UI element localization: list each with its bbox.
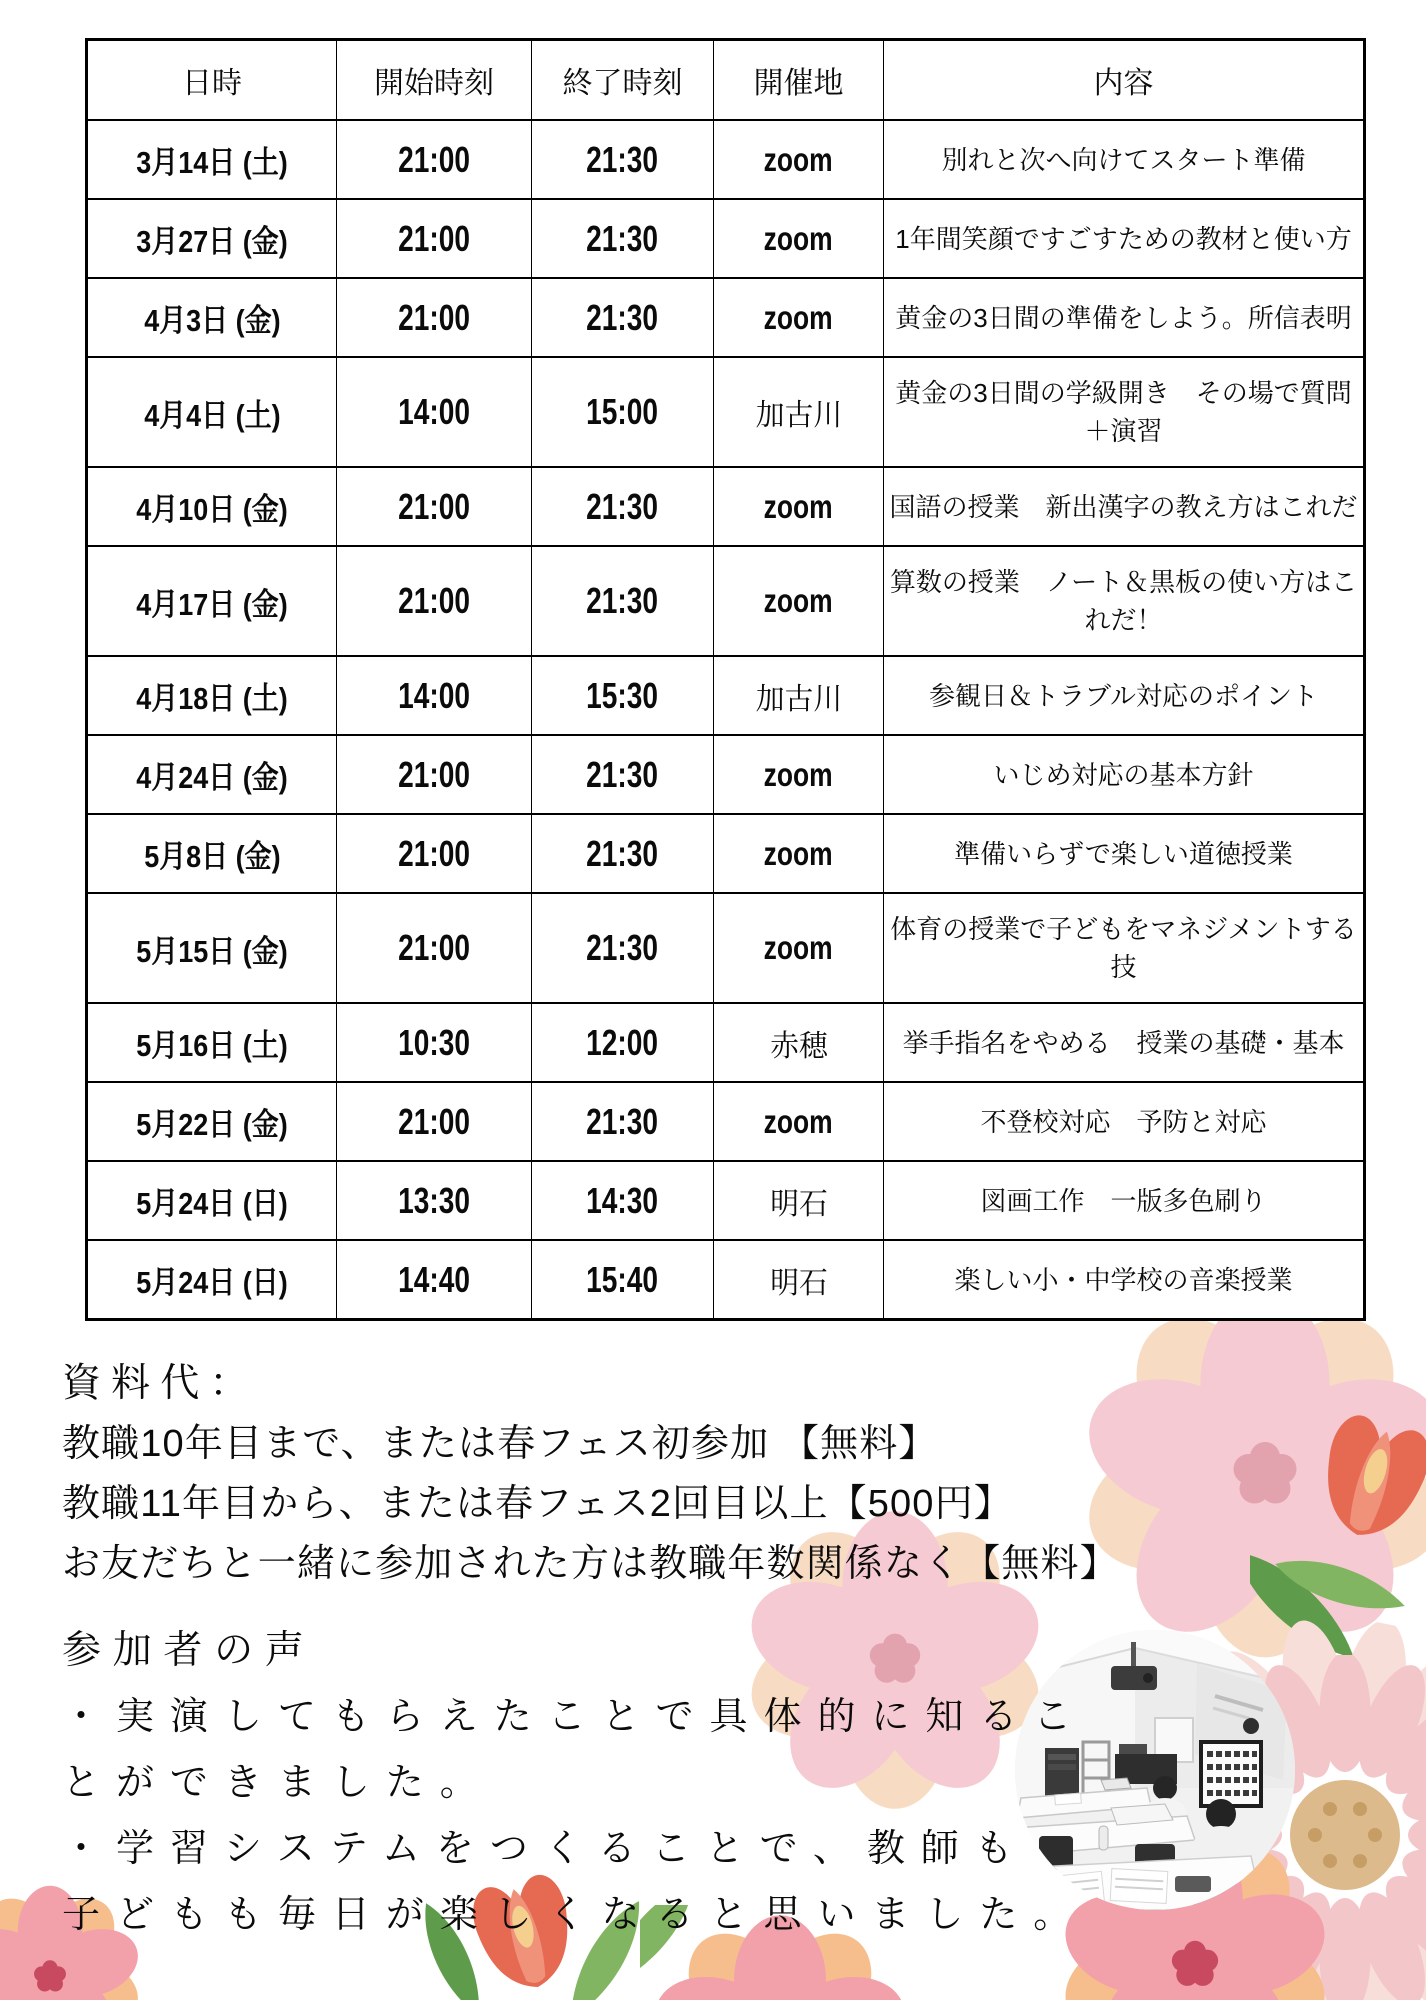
- header-content: 内容: [884, 40, 1365, 121]
- cell-end-time: 21:30: [532, 735, 714, 814]
- table-row: [87, 278, 1365, 357]
- cell-place: 加古川: [714, 656, 884, 735]
- table-row: [87, 1161, 1365, 1240]
- cell-start-time: 14:00: [337, 357, 532, 467]
- cell-place: zoom: [714, 814, 884, 893]
- table-row: [87, 1003, 1365, 1082]
- cell-start-time: 21:00: [337, 1082, 532, 1161]
- cell-content: 算数の授業 ノート＆黒板の使い方はこれだ！: [884, 546, 1365, 656]
- table-row: [87, 735, 1365, 814]
- cell-start-time: 21:00: [337, 735, 532, 814]
- cell-end-time: 21:30: [532, 199, 714, 278]
- voices-section: [62, 1618, 1087, 1948]
- cell-start-time: 21:00: [337, 199, 532, 278]
- schedule-table-body: [87, 120, 1365, 1320]
- header-end-time: 終了時刻: [532, 40, 714, 121]
- cell-date: 5月24日 (日): [87, 1161, 337, 1240]
- table-row: [87, 814, 1365, 893]
- cell-place: 明石: [714, 1240, 884, 1320]
- cell-end-time: 21:30: [532, 120, 714, 199]
- cell-date: 4月17日 (金): [87, 546, 337, 656]
- cell-date: 5月22日 (金): [87, 1082, 337, 1161]
- voices-title: 参加者の声: [62, 1629, 316, 1672]
- cell-start-time: 14:00: [337, 656, 532, 735]
- table-row: [87, 120, 1365, 199]
- cell-start-time: 14:40: [337, 1240, 532, 1320]
- cell-end-time: 21:30: [532, 893, 714, 1003]
- cell-place: zoom: [714, 199, 884, 278]
- cell-end-time: 12:00: [532, 1003, 714, 1082]
- header-place: 開催地: [714, 40, 884, 121]
- cell-place: zoom: [714, 467, 884, 546]
- cell-content: 図画工作 一版多色刷り: [884, 1161, 1365, 1240]
- header-date: 日時: [87, 40, 337, 121]
- cell-place: 加古川: [714, 357, 884, 467]
- cell-content: 別れと次へ向けてスタート準備: [884, 120, 1365, 199]
- cell-end-time: 21:30: [532, 1082, 714, 1161]
- cell-start-time: 21:00: [337, 893, 532, 1003]
- cell-end-time: 21:30: [532, 278, 714, 357]
- cell-date: 3月14日 (土): [87, 120, 337, 199]
- table-header-row: [87, 40, 1365, 121]
- voices-lines: [62, 1684, 1087, 1948]
- cell-start-time: 21:00: [337, 120, 532, 199]
- table-row: [87, 1082, 1365, 1161]
- voice-line: ・学習システムをつくることで、教師も: [62, 1828, 1029, 1870]
- table-row: [87, 357, 1365, 467]
- cell-end-time: 14:30: [532, 1161, 714, 1240]
- cell-content: 準備いらずで楽しい道徳授業: [884, 814, 1365, 893]
- cell-date: 5月15日 (金): [87, 893, 337, 1003]
- cell-place: zoom: [714, 1082, 884, 1161]
- table-row: [87, 656, 1365, 735]
- table-row: [87, 546, 1365, 656]
- cell-content: 1年間笑顔ですごすための教材と使い方: [884, 199, 1365, 278]
- cell-start-time: 13:30: [337, 1161, 532, 1240]
- cell-end-time: 21:30: [532, 546, 714, 656]
- cell-start-time: 21:00: [337, 278, 532, 357]
- fees-title: 資料代：: [62, 1362, 259, 1405]
- cell-date: 4月18日 (土): [87, 656, 337, 735]
- cell-content: 不登校対応 予防と対応: [884, 1082, 1365, 1161]
- cell-date: 4月24日 (金): [87, 735, 337, 814]
- table-row: [87, 1240, 1365, 1320]
- table-row: [87, 893, 1365, 1003]
- cell-date: 3月27日 (金): [87, 199, 337, 278]
- cell-content: 黄金の3日間の準備をしよう。所信表明: [884, 278, 1365, 357]
- cell-place: 赤穂: [714, 1003, 884, 1082]
- cell-date: 5月24日 (日): [87, 1240, 337, 1320]
- fee-line: お友だちと一緒に参加された方は教職年数関係なく【無料】: [62, 1543, 1119, 1585]
- cell-content: いじめ対応の基本方針: [884, 735, 1365, 814]
- cell-date: 4月3日 (金): [87, 278, 337, 357]
- cell-place: zoom: [714, 735, 884, 814]
- cell-date: 5月16日 (土): [87, 1003, 337, 1082]
- cell-date: 5月8日 (金): [87, 814, 337, 893]
- cell-content: 参観日＆トラブル対応のポイント: [884, 656, 1365, 735]
- table-row: [87, 199, 1365, 278]
- table-row: [87, 467, 1365, 546]
- cell-content: 黄金の3日間の学級開き その場で質問＋演習: [884, 357, 1365, 467]
- voice-line: 子どもも毎日が楽しくなると思いました。: [62, 1894, 1088, 1936]
- voice-line: ・実演してもらえたことで具体的に知るこ: [62, 1696, 1088, 1738]
- cell-content: 体育の授業で子どもをマネジメントする技: [884, 893, 1365, 1003]
- fees-section: [62, 1354, 1119, 1594]
- cell-start-time: 21:00: [337, 814, 532, 893]
- cell-content: 国語の授業 新出漢字の教え方はこれだ: [884, 467, 1365, 546]
- cell-place: zoom: [714, 120, 884, 199]
- cell-place: zoom: [714, 278, 884, 357]
- fees-lines: [62, 1414, 1119, 1594]
- cell-end-time: 15:00: [532, 357, 714, 467]
- cell-start-time: 21:00: [337, 546, 532, 656]
- schedule-table: [85, 38, 1366, 1321]
- cell-start-time: 10:30: [337, 1003, 532, 1082]
- cell-content: 挙手指名をやめる 授業の基礎・基本: [884, 1003, 1365, 1082]
- cell-end-time: 21:30: [532, 467, 714, 546]
- cell-place: zoom: [714, 893, 884, 1003]
- cell-place: zoom: [714, 546, 884, 656]
- cell-end-time: 21:30: [532, 814, 714, 893]
- cell-end-time: 15:30: [532, 656, 714, 735]
- cell-date: 4月10日 (金): [87, 467, 337, 546]
- voice-line: とができました。: [62, 1762, 494, 1804]
- cell-date: 4月4日 (土): [87, 357, 337, 467]
- fee-line: 教職11年目から、または春フェス2回目以上【500円】: [62, 1483, 1013, 1525]
- cell-start-time: 21:00: [337, 467, 532, 546]
- cell-place: 明石: [714, 1161, 884, 1240]
- header-start-time: 開始時刻: [337, 40, 532, 121]
- cell-content: 楽しい小・中学校の音楽授業: [884, 1240, 1365, 1320]
- cell-end-time: 15:40: [532, 1240, 714, 1320]
- fee-line: 教職10年目まで、または春フェス初参加 【無料】: [62, 1423, 938, 1465]
